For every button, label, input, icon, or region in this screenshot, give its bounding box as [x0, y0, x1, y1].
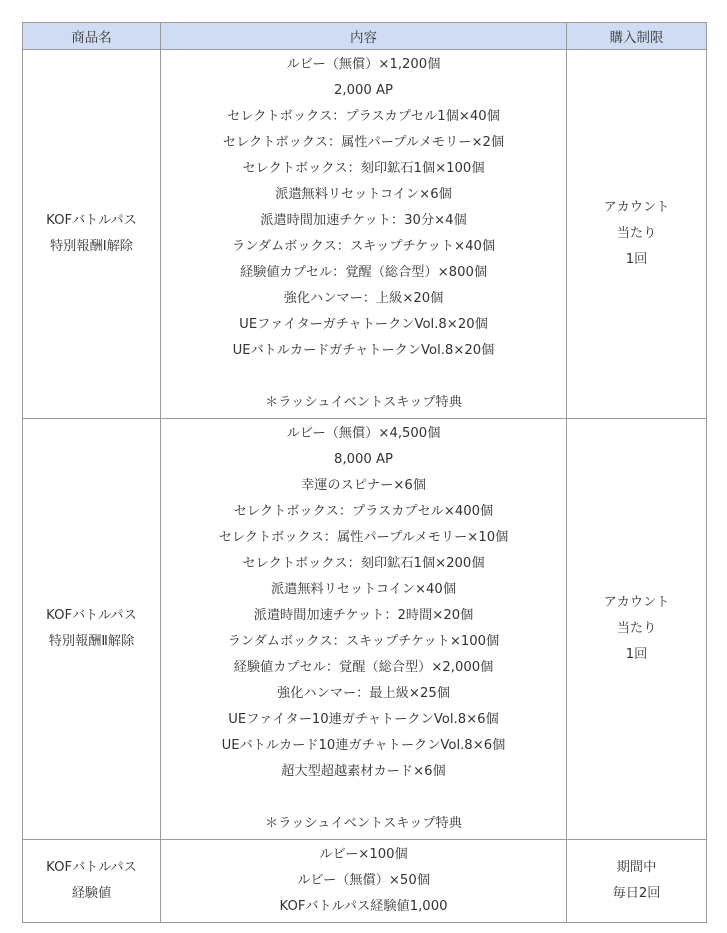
product-name-line: KOFバトルパス — [46, 860, 137, 875]
purchase-limit-line: 毎日2回 — [612, 886, 661, 901]
reward-item: セレクトボックス：プラスカプセル1個×40個 — [227, 109, 500, 124]
contents-cell — [161, 419, 567, 840]
header-purchase-limit: 購入制限 — [567, 23, 707, 50]
product-name-line: 特別報酬Ⅰ解除 — [49, 239, 133, 254]
reward-item: 経験値カプセル：覚醒（総合型）×800個 — [239, 265, 488, 280]
purchase-limit-cell — [567, 840, 707, 923]
reward-item: ルビー（無償）×4,500個 — [286, 426, 441, 441]
purchase-limit-line: 期間中 — [616, 860, 657, 875]
reward-item: セレクトボックス：属性パープルメモリー×10個 — [218, 530, 509, 545]
reward-item: 派遣無料リセットコイン×6個 — [275, 187, 452, 202]
blank-line — [161, 785, 566, 811]
reward-item: ルビー×100個 — [319, 847, 408, 862]
table-row — [23, 419, 707, 840]
purchase-limit-cell — [567, 419, 707, 840]
header-product-name: 商品名 — [23, 23, 161, 50]
reward-item: 強化ハンマー：上級×20個 — [283, 291, 444, 306]
product-name-cell — [23, 419, 161, 840]
product-name-line: KOFバトルパス — [46, 608, 137, 623]
reward-item: 経験値カプセル：覚醒（総合型）×2,000個 — [233, 660, 494, 675]
product-name-line: 経験値 — [71, 886, 112, 901]
contents-cell — [161, 840, 567, 923]
reward-item: セレクトボックス：属性パープルメモリー×2個 — [222, 135, 505, 150]
purchase-limit-line: 当たり — [616, 226, 657, 241]
table-body — [23, 50, 707, 923]
reward-item: 超大型超越素材カード×6個 — [281, 764, 446, 779]
reward-item: ルビー（無償）×50個 — [297, 873, 430, 888]
reward-item: 派遣時間加速チケット：30分×4個 — [260, 213, 467, 228]
reward-item: UEバトルカード10連ガチャトークンVol.8×6個 — [221, 738, 506, 753]
reward-item: ＊ラッシュイベントスキップ特典 — [265, 395, 462, 410]
product-name-cell — [23, 50, 161, 419]
purchase-limit-line: 当たり — [616, 621, 657, 636]
blank-line — [161, 364, 566, 390]
table-header-row — [23, 23, 707, 50]
purchase-limit-cell — [567, 50, 707, 419]
reward-item: UEファイター10連ガチャトークンVol.8×6個 — [228, 712, 499, 727]
reward-item: セレクトボックス：刻印鉱石1個×100個 — [242, 161, 485, 176]
header-contents: 内容 — [161, 23, 567, 50]
purchase-limit-line: アカウント — [603, 200, 670, 215]
reward-item: 派遣時間加速チケット：2時間×20個 — [253, 608, 474, 623]
reward-item: KOFバトルパス経験値1,000 — [279, 899, 448, 914]
reward-item: ＊ラッシュイベントスキップ特典 — [265, 816, 462, 831]
reward-item: 8,000 AP — [334, 452, 393, 467]
reward-item: ランダムボックス：スキップチケット×100個 — [227, 634, 500, 649]
product-name-line: KOFバトルパス — [46, 213, 137, 228]
reward-item: UEバトルカードガチャトークンVol.8×20個 — [232, 343, 495, 358]
contents-cell — [161, 50, 567, 419]
reward-item: セレクトボックス：刻印鉱石1個×200個 — [242, 556, 485, 571]
reward-item: ランダムボックス：スキップチケット×40個 — [231, 239, 496, 254]
reward-item: 派遣無料リセットコイン×40個 — [270, 582, 457, 597]
purchase-limit-line: 1回 — [625, 647, 648, 662]
table-row — [23, 50, 707, 419]
reward-table — [22, 22, 707, 923]
reward-item: 2,000 AP — [334, 83, 393, 98]
reward-item: UEファイターガチャトークンVol.8×20個 — [239, 317, 488, 332]
purchase-limit-line: 1回 — [625, 252, 648, 267]
product-name-cell — [23, 840, 161, 923]
reward-item: セレクトボックス：プラスカプセル×400個 — [233, 504, 494, 519]
purchase-limit-line: アカウント — [603, 595, 670, 610]
reward-item: 幸運のスピナー×6個 — [301, 478, 426, 493]
reward-item: 強化ハンマー：最上級×25個 — [277, 686, 450, 701]
product-name-line: 特別報酬Ⅱ解除 — [48, 634, 135, 649]
reward-item: ルビー（無償）×1,200個 — [286, 57, 441, 72]
table-row — [23, 840, 707, 923]
